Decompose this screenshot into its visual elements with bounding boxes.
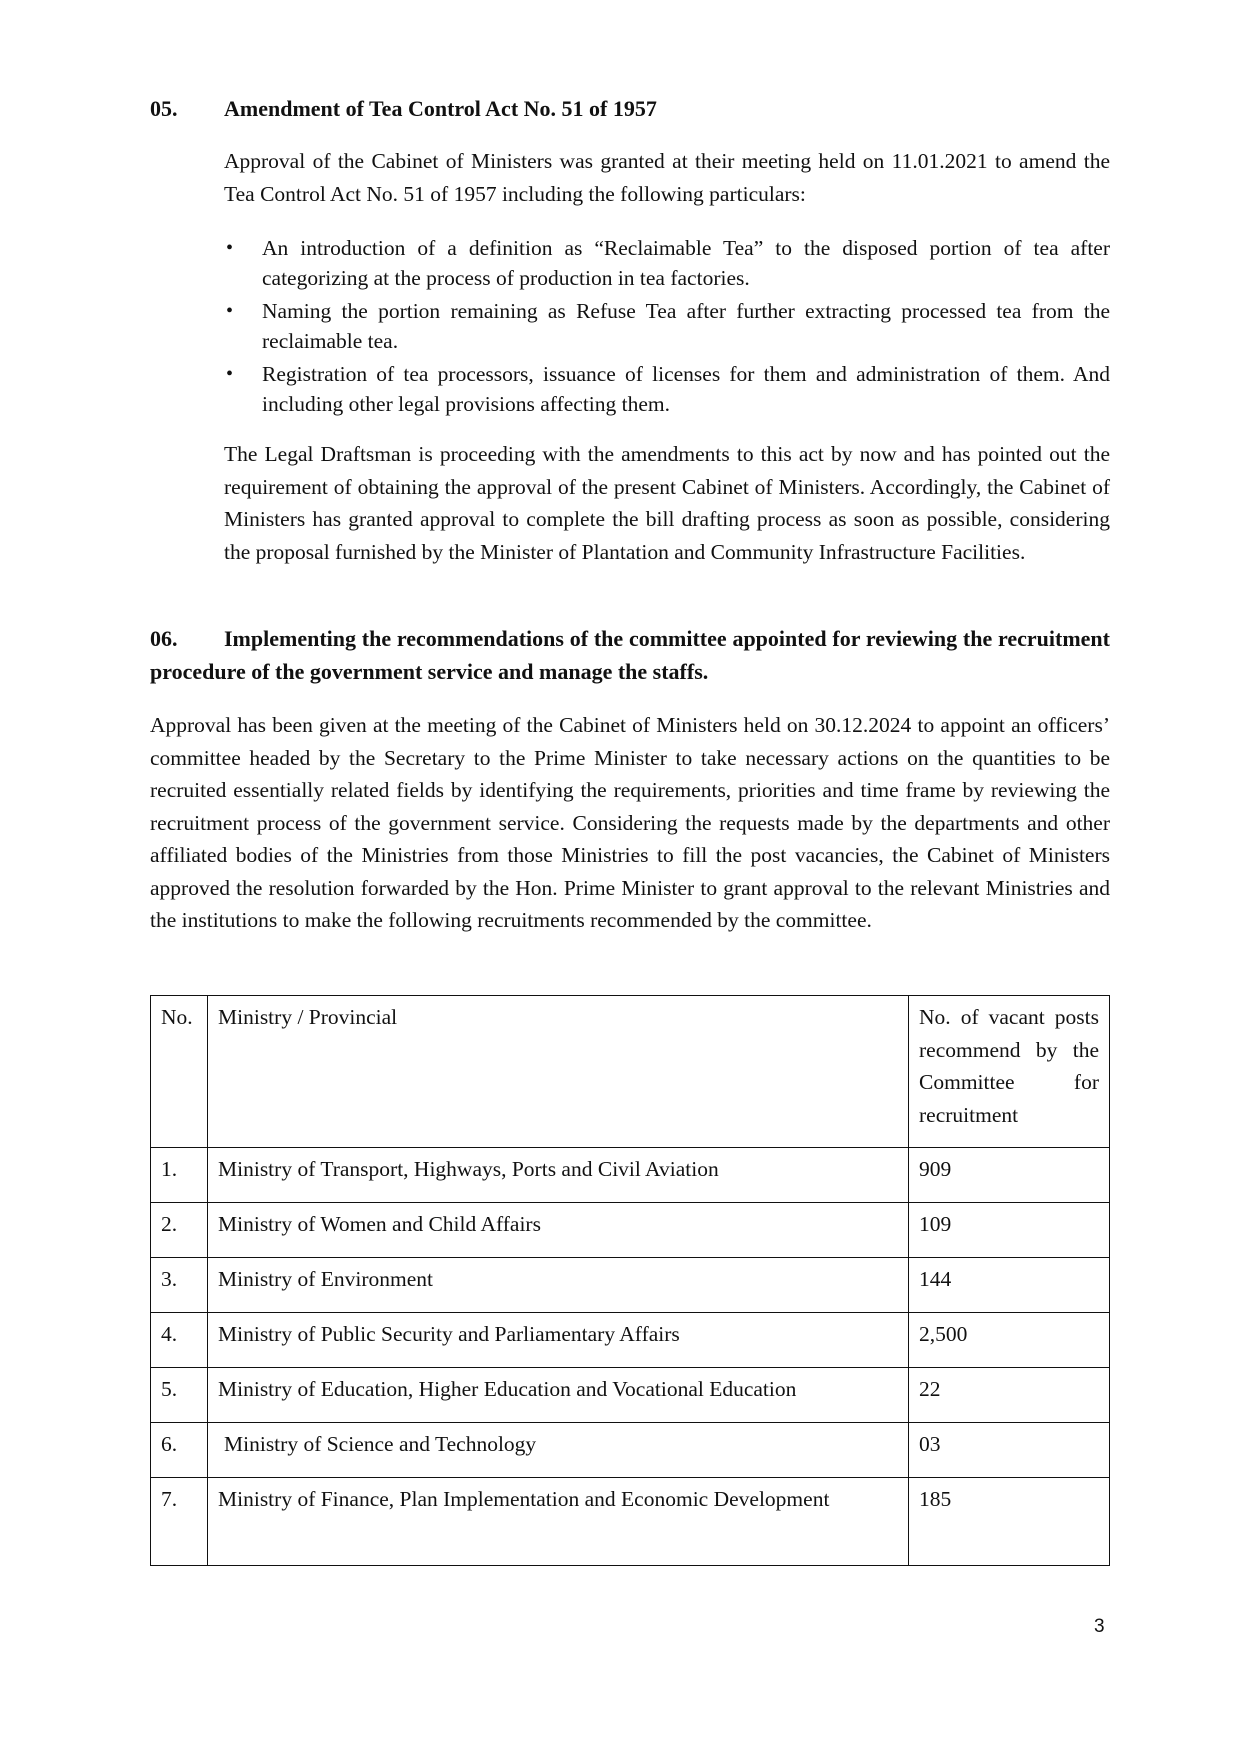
- section-06-heading: [150, 622, 1110, 688]
- row-count: 2,500: [909, 1313, 1110, 1368]
- bullet-icon: •: [226, 300, 234, 322]
- table-row: [151, 1368, 1110, 1423]
- bullet-text: Naming the portion remaining as Refuse Tea after further extracting processed tea from the reclaimable tea.: [262, 299, 1110, 353]
- bullet-icon: •: [226, 363, 234, 385]
- table-row: [151, 1203, 1110, 1258]
- section-05-intro: Approval of the Cabinet of Ministers was granted at their meeting held on 11.01.2021 to amend the Tea Control Act No. 51 of 1957 including the following particulars:: [224, 149, 1110, 206]
- section-06-title: Implementing the recommendations of the committee appointed for reviewing the recruitment procedure of the government service and manage the staffs.: [150, 626, 1110, 684]
- row-ministry: Ministry of Education, Higher Education and Vocational Education: [208, 1368, 909, 1423]
- table-row: [151, 1478, 1110, 1566]
- section-05-heading: [150, 92, 1110, 125]
- section-06-body: Approval has been given at the meeting of the Cabinet of Ministers held on 30.12.2024 to appoint an officers’ committee headed by the Secretary to the Prime Minister to take necessary actions on the quantities to be recruited essentially related fields by identifying the requirements, priorities and time frame by reviewing the recruitment process of the government service. Considering the requests made by the departments and other affiliated bodies of the Ministries from those Ministries to fill the post vacancies, the Cabinet of Ministers approved the resolution forwarded by the Hon. Prime Minister to grant approval to the relevant Ministries and the institutions to make the following recruitments recommended by the committee.: [150, 713, 1110, 932]
- row-count: 185: [909, 1478, 1110, 1566]
- recruitment-table: [150, 995, 1110, 1566]
- bullet-item: [224, 359, 1110, 419]
- section-05-number: 05.: [150, 96, 178, 121]
- row-count: 109: [909, 1203, 1110, 1258]
- row-ministry: Ministry of Public Security and Parliamentary Affairs: [208, 1313, 909, 1368]
- header-no: No.: [151, 996, 208, 1148]
- row-no: 7.: [151, 1478, 208, 1566]
- row-ministry: Ministry of Transport, Highways, Ports and Civil Aviation: [208, 1148, 909, 1203]
- bullet-item: [224, 233, 1110, 293]
- row-no: 5.: [151, 1368, 208, 1423]
- row-count: 144: [909, 1258, 1110, 1313]
- row-ministry: Ministry of Women and Child Affairs: [208, 1203, 909, 1258]
- table-header-row: [151, 996, 1110, 1148]
- row-count: 22: [909, 1368, 1110, 1423]
- bullet-item: [224, 296, 1110, 356]
- bullet-icon: •: [226, 237, 234, 259]
- row-no: 3.: [151, 1258, 208, 1313]
- bullet-text: An introduction of a definition as “Reclaimable Tea” to the disposed portion of tea after categorizing at the process of production in tea factories.: [262, 236, 1110, 290]
- bullet-text: Registration of tea processors, issuance of licenses for them and administration of them. And including other legal provisions affecting them.: [262, 362, 1110, 416]
- table-row: [151, 1313, 1110, 1368]
- section-05-title: Amendment of Tea Control Act No. 51 of 1957: [224, 96, 657, 121]
- section-06-number: 06.: [150, 626, 178, 651]
- table-row: [151, 1258, 1110, 1313]
- row-count: 909: [909, 1148, 1110, 1203]
- header-vacant-posts: No. of vacant posts recommend by the Committee for recruitment: [909, 996, 1110, 1148]
- row-ministry: Ministry of Science and Technology: [208, 1423, 909, 1478]
- row-no: 1.: [151, 1148, 208, 1203]
- row-count: 03: [909, 1423, 1110, 1478]
- table-row: [151, 1423, 1110, 1478]
- page-number: 3: [1094, 1616, 1105, 1637]
- row-no: 2.: [151, 1203, 208, 1258]
- row-ministry: Ministry of Environment: [208, 1258, 909, 1313]
- section-05-bullet-list: [224, 233, 1110, 422]
- header-ministry: Ministry / Provincial: [208, 996, 909, 1148]
- table-row: [151, 1148, 1110, 1203]
- row-no: 6.: [151, 1423, 208, 1478]
- row-no: 4.: [151, 1313, 208, 1368]
- section-05-body: The Legal Draftsman is proceeding with the amendments to this act by now and has pointed out the requirement of obtaining the approval of the present Cabinet of Ministers. Accordingly, the Cabinet of Ministers has granted approval to complete the bill drafting process as soon as possible, considering the proposal furnished by the Minister of Plantation and Community Infrastructure Facilities.: [224, 442, 1110, 564]
- row-ministry: Ministry of Finance, Plan Implementation and Economic Development: [208, 1478, 909, 1566]
